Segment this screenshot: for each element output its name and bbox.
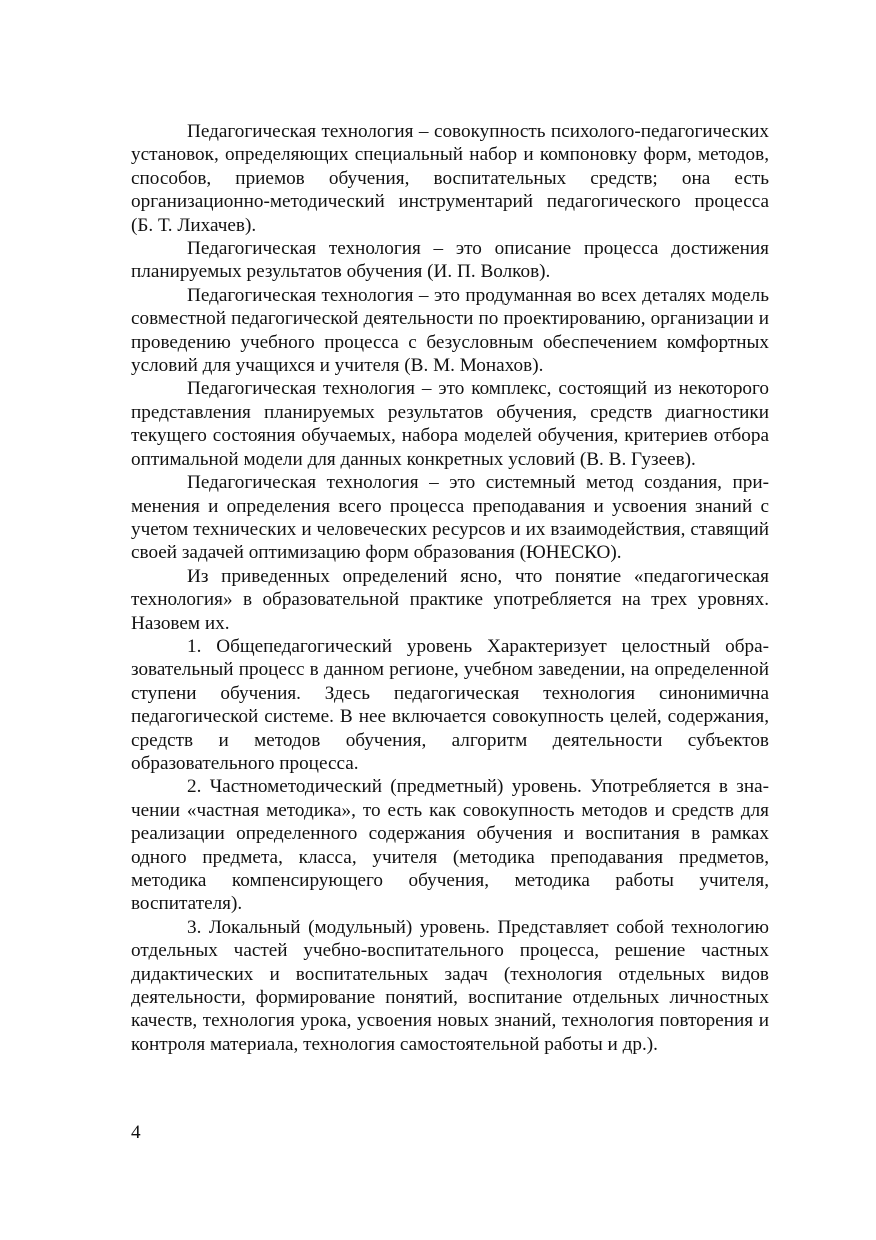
page-number: 4 <box>131 1122 141 1143</box>
paragraph-level-subject: 2. Частнометодический (предметный) уровень. Употребляется в значении «частная методика», то есть как совокупность методов и средств для реализации определенного содержания обучения и воспитания в рамках одного предмета, класса, учителя (методика преподавания предметов, методика компенсирующего обучения, методика работы учителя, воспитателя). <box>131 776 769 915</box>
paragraph-level-local: 3. Локальный (модульный) уровень. Представляет собой технологию отдельных частей учебно-воспитательного процесса, решение частных дидактических и воспитательных задач (технология отдельных видов деятельности, формирование понятий, воспитание отдельных личностных качеств, технология урока, усвоения новых знаний, технология повторения и контроля материала, технология самостоятельной работы и др.). <box>131 916 769 1055</box>
paragraph-definition-likhachev: Педагогическая технология – совокупность психолого-педагогических установок, определяющих специальный набор и компоновку форм, методов, способов, приемов обучения, воспитательных средств; она есть организационно-методический инструментарий педагогического процесса (Б. Т. Лихачев). <box>131 121 769 236</box>
paragraph-definition-unesco: Педагогическая технология – это системный метод создания, применения и определения всего процесса преподавания и усвоения знаний с учетом технических и человеческих ресурсов и их взаимодействия, ставящий своей задачей оптимизацию форм образования (ЮНЕСКО). <box>131 472 769 564</box>
paragraph-definition-guzeev: Педагогическая технология – это комплекс, состоящий из некоторого представления планируемых результатов обучения, средств диагностики текущего состояния обучаемых, набора моделей обучения, критериев отбора оптимальной модели для данных конкретных условий (В. В. Гузеев). <box>131 378 769 470</box>
page-body <box>131 120 769 1056</box>
paragraph-levels-intro: Из приведенных определений ясно, что понятие «педагогическая технология» в образовательной практике употребляется на трех уровнях. Назовем их. <box>131 565 769 634</box>
paragraph-definition-monakhov: Педагогическая технология – это продуманная во всех деталях модель совместной педагогической деятельности по проектированию, организации и проведению учебного процесса с безусловным обеспечением комфортных условий для учащихся и учителя (В. М. Монахов). <box>131 284 769 377</box>
paragraph-level-general: 1. Общепедагогический уровень Характеризует целостный образовательный процесс в данном регионе, учебном заведении, на определенной ступени обучения. Здесь педагогическая технология синонимична педагогической системе. В нее включается совокупность целей, содержания, средств и методов обучения, алгоритм деятельности субъектов образовательного процесса. <box>131 635 769 774</box>
paragraph-definition-volkov: Педагогическая технология – это описание процесса достижения планируемых результатов обучения (И. П. Волков). <box>131 238 769 283</box>
